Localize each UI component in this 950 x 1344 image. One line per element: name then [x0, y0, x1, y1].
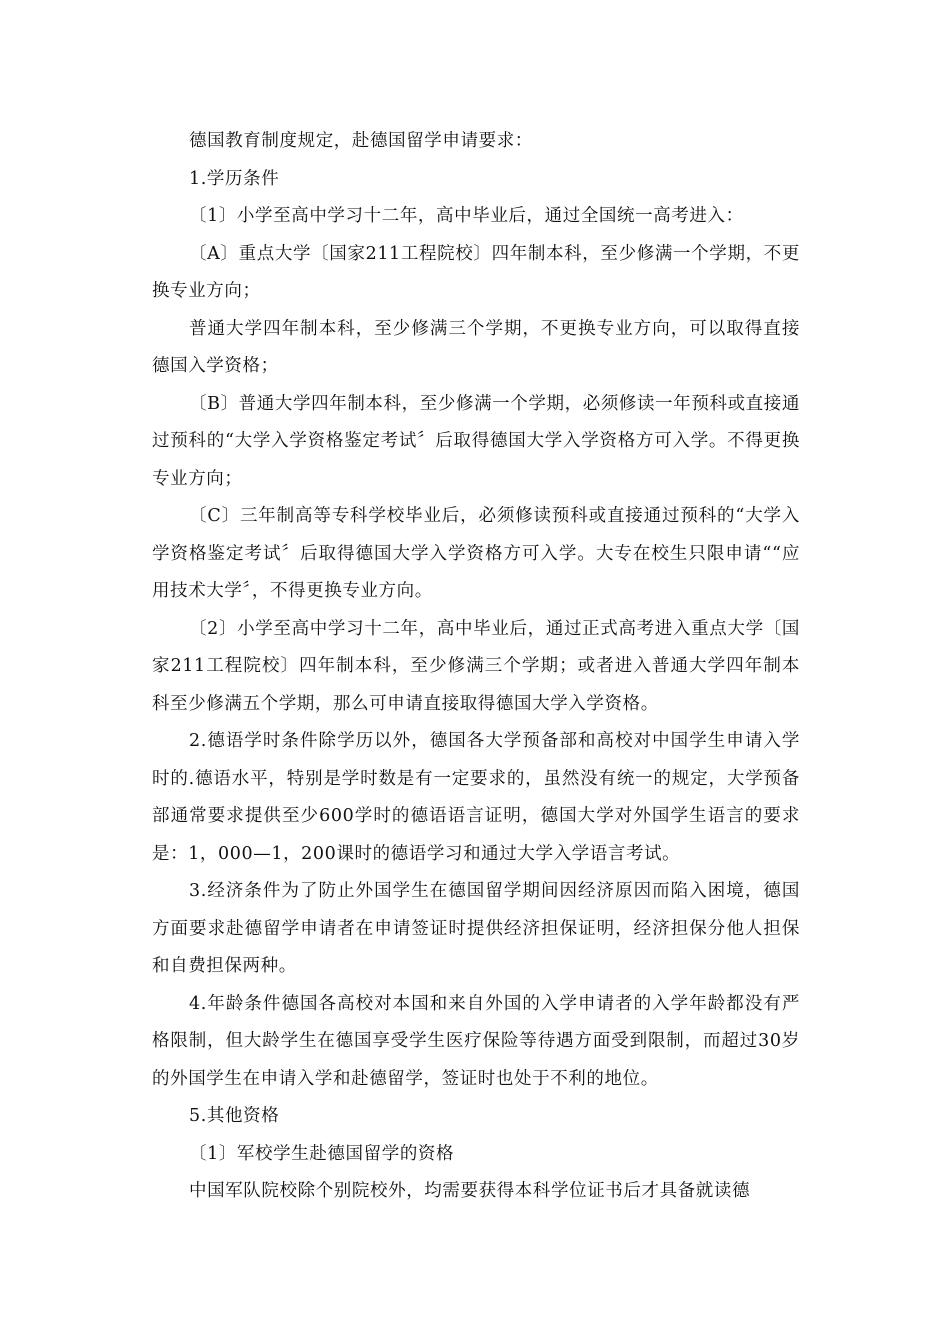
paragraph-intro: 德国教育制度规定，赴德国留学申请要求：	[189, 131, 533, 151]
document-body	[152, 123, 800, 1211]
paragraph-condition-c: 〔C〕三年制高等专科学校毕业后，必须修读预科或直接通过预科的“大学入学资格鉴定考试〞后取得德国大学入学资格方可入学。大专在校生只限申请““应用技术大学〞，不得更换专业方向。	[152, 506, 800, 601]
paragraph-ordinary-university: 普通大学四年制本科，至少修满三个学期，不更换专业方向，可以取得直接德国入学资格；	[152, 318, 800, 376]
heading-education-requirements: 1.学历条件	[189, 168, 280, 189]
paragraph-condition-a: 〔A〕重点大学〔国家211工程院校〕四年制本科，至少修满一个学期，不更换专业方向；	[152, 243, 800, 301]
paragraph-condition-b: 〔B〕普通大学四年制本科，至少修满一个学期，必须修读一年预科或直接通过预科的“大学入学资格鉴定考试〞后取得德国大学入学资格方可入学。不得更换专业方向；	[152, 393, 800, 489]
paragraph-age-condition: 4.年龄条件德国各高校对本国和来自外国的入学申请者的入学年龄都没有严格限制，但大龄学生在德国享受学生医疗保险等待遇方面受到限制，而超过30岁的外国学生在申请入学和赴德留学，签证时也处于不利的地位。	[152, 993, 800, 1089]
paragraph-condition-1: 〔1〕小学至高中学习十二年，高中毕业后，通过全国统一高考进入：	[189, 206, 744, 226]
paragraph-military-students: 〔1〕军校学生赴德国留学的资格	[189, 1143, 455, 1164]
paragraph-economic-condition: 3.经济条件为了防止外国学生在德国留学期间因经济原因而陷入困境，德国方面要求赴德留学申请者在申请签证时提供经济担保证明，经济担保分他人担保和自费担保两种。	[152, 881, 800, 976]
heading-other-qualifications: 5.其他资格	[189, 1106, 280, 1126]
paragraph-german-language: 2.德语学时条件除学历以外，德国各大学预备部和高校对中国学生申请入学时的.德语水平，特别是学时数是有一定要求的，虽然没有统一的规定，大学预备部通常要求提供至少600学时的德语语言证明，德国大学对外国学生语言的要求是：1，000—1，200课时的德语学习和通过大学入学语言考试。	[152, 731, 800, 864]
paragraph-condition-2: 〔2〕小学至高中学习十二年，高中毕业后，通过正式高考进入重点大学〔国家211工程院校〕四年制本科，至少修满三个学期；或者进入普通大学四年制本科至少修满五个学期，那么可申请直接取得德国大学入学资格。	[152, 618, 800, 714]
paragraph-military-details: 中国军队院校除个别院校外，均需要获得本科学位证书后才具备就读德	[189, 1181, 751, 1201]
